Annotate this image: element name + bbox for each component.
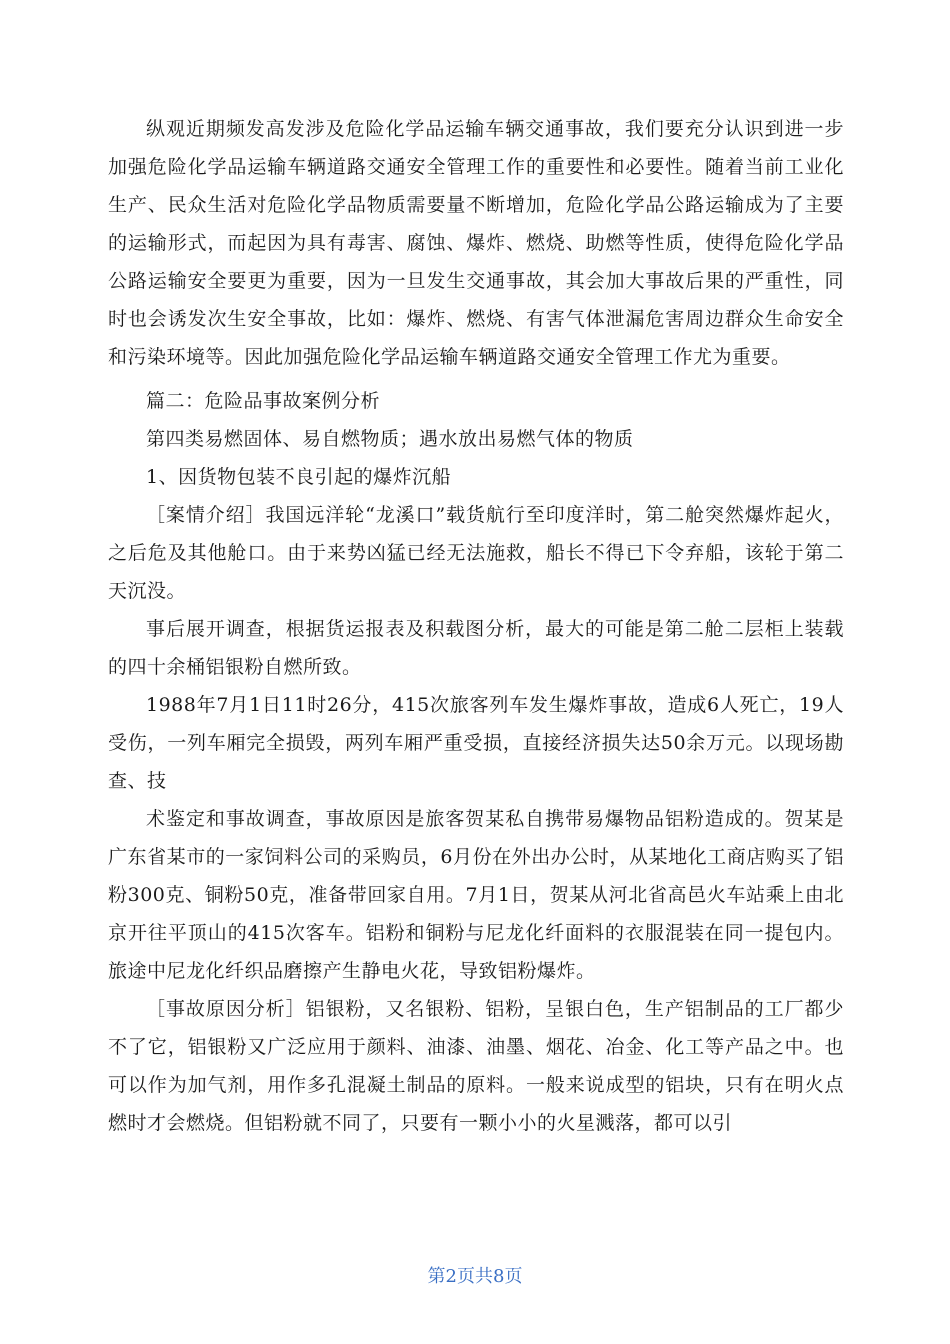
paragraph-investigation: 事后展开调查，根据货运报表及积载图分析，最大的可能是第二舱二层柜上装载的四十余桶铝银粉自燃所致。 xyxy=(108,618,844,678)
paragraph-intro: 纵观近期频发高发涉及危险化学品运输车辆交通事故，我们要充分认识到进一步加强危险化学品运输车辆道路交通安全管理工作的重要性和必要性。随着当前工业化生产、民众生活对危险化学品物质需要量不断增加，危险化学品公路运输成为了主要的运输形式，而起因为具有毒害、腐蚀、爆炸、燃烧、助燃等性质，使得危险化学品公路运输安全要更为重要，因为一旦发生交通事故，其会加大事故后果的严重性，同时也会诱发次生安全事故，比如：爆炸、燃烧、有害气体泄漏危害周边群众生命安全和污染环境等。因此加强危险化学品运输车辆道路交通安全管理工作尤为重要。 xyxy=(108,118,844,368)
paragraph-cause-analysis: ［事故原因分析］铝银粉，又名银粉、铝粉，呈银白色，生产铝制品的工厂都少不了它，铝银粉又广泛应用于颜料、油漆、油墨、烟花、冶金、化工等产品之中。也可以作为加气剂，用作多孔混凝土制品的原料。一般来说成型的铝块，只有在明火点燃时才会燃烧。但铝粉就不同了，只要有一颗小小的火星溅落，都可以引 xyxy=(108,998,844,1134)
section-heading: 篇二：危险品事故案例分析 xyxy=(146,390,381,412)
case-heading: 1、因货物包装不良引起的爆炸沉船 xyxy=(146,466,452,488)
category-heading: 第四类易燃固体、易自燃物质；遇水放出易燃气体的物质 xyxy=(146,428,634,450)
paragraph-accident-cause: 术鉴定和事故调查，事故原因是旅客贺某私自携带易爆物品铝粉造成的。贺某是广东省某市的一家饲料公司的采购员，6月份在外出办公时，从某地化工商店购买了铝粉300克、铜粉50克，准备带回家自用。7月1日，贺某从河北省高邑火车站乘上由北京开往平顶山的415次客车。铝粉和铜粉与尼龙化纤面料的衣服混装在同一提包内。旅途中尼龙化纤织品磨擦产生静电火花，导致铝粉爆炸。 xyxy=(108,808,844,982)
paragraph-case-intro: ［案情介绍］我国远洋轮“龙溪口”载货航行至印度洋时，第二舱突然爆炸起火，之后危及其他舱口。由于来势凶猛已经无法施救，船长不得已下令弃船，该轮于第二天沉没。 xyxy=(108,504,844,602)
document-body xyxy=(108,110,844,1142)
paragraph-train-accident: 1988年7月1日11时26分，415次旅客列车发生爆炸事故，造成6人死亡，19人受伤，一列车厢完全损毁，两列车厢严重受损，直接经济损失达50余万元。以现场勘查、技 xyxy=(108,694,844,792)
page-number: 第2页共8页 xyxy=(427,1266,523,1287)
